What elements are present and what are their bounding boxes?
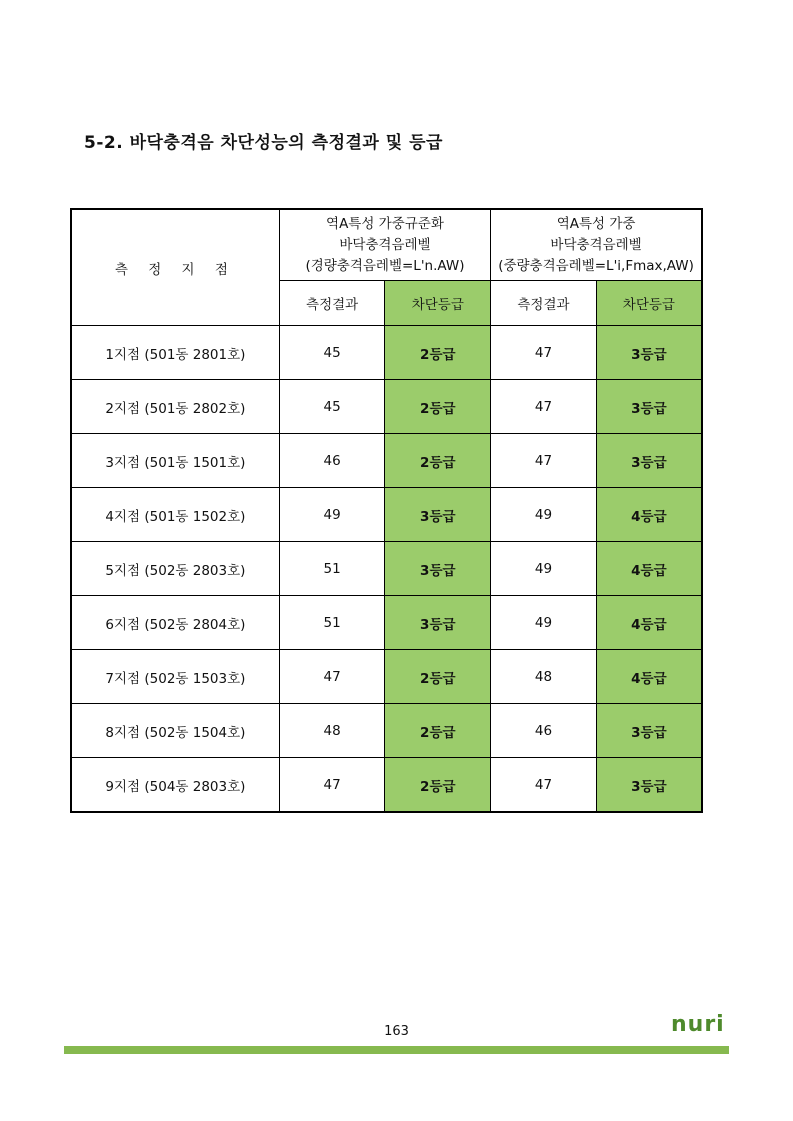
site-cell: 6지점 (502동 2804호) bbox=[71, 596, 279, 650]
light-result-cell: 47 bbox=[279, 650, 385, 704]
group-header-heavy-line3: (중량충격음레벨=L'i,Fmax,AW) bbox=[498, 257, 694, 274]
heavy-grade-cell: 3등급 bbox=[596, 704, 702, 758]
light-result-cell: 51 bbox=[279, 596, 385, 650]
group-header-light-line1: 역A특성 가중규준화 bbox=[326, 215, 444, 232]
light-result-cell: 51 bbox=[279, 542, 385, 596]
group-header-light bbox=[279, 209, 490, 281]
heavy-result-cell: 49 bbox=[491, 542, 597, 596]
light-grade-cell: 2등급 bbox=[385, 326, 491, 380]
group-header-light-line3: (경량충격음레벨=L'n.AW) bbox=[305, 257, 465, 274]
heavy-result-cell: 46 bbox=[491, 704, 597, 758]
table-row bbox=[71, 542, 702, 596]
group-header-heavy-line1: 역A특성 가중 bbox=[556, 215, 636, 232]
light-grade-cell: 2등급 bbox=[385, 434, 491, 488]
light-result-cell: 45 bbox=[279, 380, 385, 434]
light-grade-cell: 2등급 bbox=[385, 758, 491, 813]
light-result-cell: 49 bbox=[279, 488, 385, 542]
section-title: 5-2. 바닥충격음 차단성능의 측정결과 및 등급 bbox=[84, 133, 443, 153]
site-cell: 9지점 (504동 2803호) bbox=[71, 758, 279, 813]
heavy-result-cell: 48 bbox=[491, 650, 597, 704]
sub-header-heavy-result: 측정결과 bbox=[491, 281, 597, 326]
heavy-grade-cell: 3등급 bbox=[596, 758, 702, 813]
light-result-cell: 48 bbox=[279, 704, 385, 758]
heavy-result-cell: 47 bbox=[491, 326, 597, 380]
table-body bbox=[71, 326, 702, 813]
site-cell: 5지점 (502동 2803호) bbox=[71, 542, 279, 596]
light-grade-cell: 2등급 bbox=[385, 650, 491, 704]
table-row bbox=[71, 596, 702, 650]
light-grade-cell: 3등급 bbox=[385, 542, 491, 596]
table-row bbox=[71, 488, 702, 542]
group-header-heavy-line2: 바닥충격음레벨 bbox=[550, 236, 642, 253]
results-table bbox=[70, 208, 703, 813]
heavy-result-cell: 47 bbox=[491, 380, 597, 434]
heavy-grade-cell: 4등급 bbox=[596, 542, 702, 596]
heavy-grade-cell: 3등급 bbox=[596, 434, 702, 488]
sub-header-light-result: 측정결과 bbox=[279, 281, 385, 326]
group-header-light-line2: 바닥충격음레벨 bbox=[339, 236, 431, 253]
site-cell: 8지점 (502동 1504호) bbox=[71, 704, 279, 758]
sub-header-light-grade: 차단등급 bbox=[385, 281, 491, 326]
page-number: 163 bbox=[384, 1024, 409, 1039]
site-cell: 4지점 (501동 1502호) bbox=[71, 488, 279, 542]
heavy-grade-cell: 3등급 bbox=[596, 326, 702, 380]
light-result-cell: 46 bbox=[279, 434, 385, 488]
table-row bbox=[71, 380, 702, 434]
table-row bbox=[71, 758, 702, 813]
heavy-grade-cell: 4등급 bbox=[596, 488, 702, 542]
table-row bbox=[71, 326, 702, 380]
heavy-result-cell: 49 bbox=[491, 596, 597, 650]
light-result-cell: 45 bbox=[279, 326, 385, 380]
footer-bar bbox=[64, 1046, 729, 1054]
group-header-heavy bbox=[491, 209, 702, 281]
table-row bbox=[71, 650, 702, 704]
light-grade-cell: 2등급 bbox=[385, 704, 491, 758]
table-row bbox=[71, 704, 702, 758]
heavy-grade-cell: 4등급 bbox=[596, 650, 702, 704]
site-header: 측 정 지 점 bbox=[71, 209, 279, 326]
heavy-result-cell: 47 bbox=[491, 758, 597, 813]
nuri-logo: nuri bbox=[671, 1012, 725, 1037]
site-cell: 7지점 (502동 1503호) bbox=[71, 650, 279, 704]
sub-header-heavy-grade: 차단등급 bbox=[596, 281, 702, 326]
heavy-grade-cell: 3등급 bbox=[596, 380, 702, 434]
light-result-cell: 47 bbox=[279, 758, 385, 813]
light-grade-cell: 3등급 bbox=[385, 596, 491, 650]
light-grade-cell: 2등급 bbox=[385, 380, 491, 434]
heavy-result-cell: 47 bbox=[491, 434, 597, 488]
header-row-groups bbox=[71, 209, 702, 281]
heavy-result-cell: 49 bbox=[491, 488, 597, 542]
table-row bbox=[71, 434, 702, 488]
site-cell: 2지점 (501동 2802호) bbox=[71, 380, 279, 434]
light-grade-cell: 3등급 bbox=[385, 488, 491, 542]
site-cell: 3지점 (501동 1501호) bbox=[71, 434, 279, 488]
site-cell: 1지점 (501동 2801호) bbox=[71, 326, 279, 380]
heavy-grade-cell: 4등급 bbox=[596, 596, 702, 650]
